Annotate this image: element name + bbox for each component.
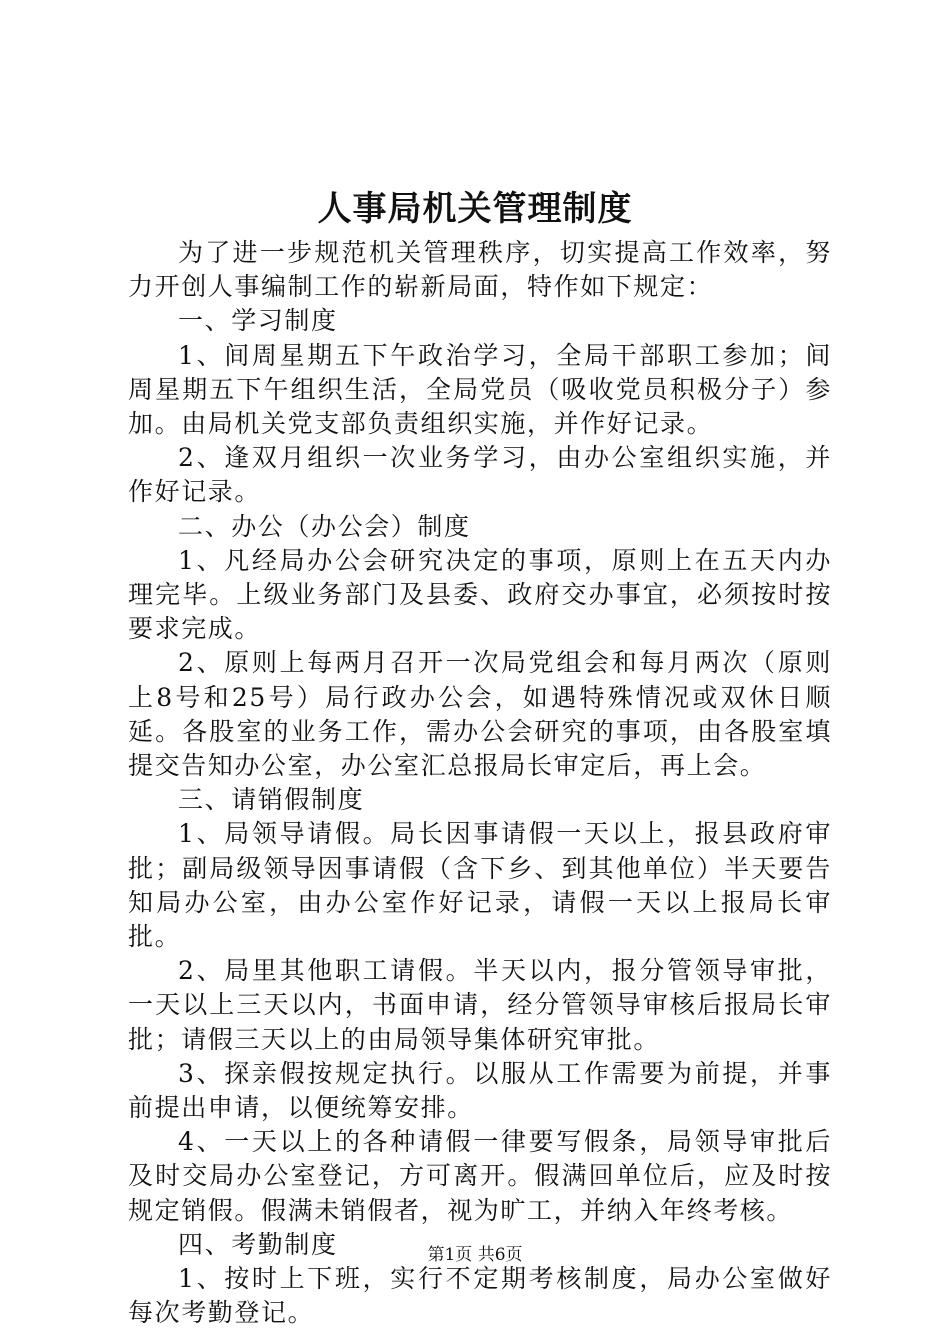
document-title: 人事局机关管理制度: [317, 189, 633, 229]
paragraph: 1、凡经局办公会研究决定的事项，原则上在五天内办理完毕。上级业务部门及县委、政府交办事宜，必须按时按要求完成。: [128, 545, 832, 644]
paragraph: 2、局里其他职工请假。半天以内，报分管领导审批，一天以上三天以内，书面申请，经分管领导审核后报局长审批；请假三天以上的由局领导集体研究审批。: [128, 956, 832, 1054]
section-heading-attendance: 四、考勤制度: [178, 1229, 338, 1259]
paragraph: 2、原则上每两月召开一次局党组会和每月两次（原则上8号和25号）局行政办公会，如遇特殊情况或双休日顺延。各股室的业务工作，需办公会研究的事项，由各股室填提交告知办公室，办公室汇总报局长审定后，再上会。: [128, 648, 832, 781]
paragraph: 1、间周星期五下午政治学习，全局干部职工参加；间周星期五下午组织生活，全局党员（吸收党员积极分子）参加。由局机关党支部负责组织实施，并作好记录。: [128, 340, 832, 439]
document-body: [128, 236, 832, 1331]
paragraph: 4、一天以上的各种请假一律要写假条，局领导审批后及时交局办公室登记，方可离开。假满回单位后，应及时按规定销假。假满未销假者，视为旷工，并纳入年终考核。: [128, 1127, 832, 1225]
paragraph: 1、按时上下班，实行不定期考核制度，局办公室做好每次考勤登记。: [128, 1264, 832, 1328]
page-footer: 第1页 共6页: [427, 1245, 523, 1265]
section-heading-study: 一、学习制度: [178, 306, 338, 336]
paragraph: 2、逢双月组织一次业务学习，由办公室组织实施，并作好记录。: [128, 443, 832, 507]
intro-paragraph: 为了进一步规范机关管理秩序，切实提高工作效率，努力开创人事编制工作的崭新局面，特作如下规定：: [128, 238, 832, 302]
paragraph: 3、探亲假按规定执行。以服从工作需要为前提，并事前提出申请，以便统筹安排。: [128, 1058, 832, 1123]
section-heading-office: 二、办公（办公会）制度: [178, 511, 471, 541]
section-heading-leave: 三、请销假制度: [178, 785, 365, 815]
paragraph: 1、局领导请假。局长因事请假一天以上，报县政府审批；副局级领导因事请假（含下乡、到其他单位）半天要告知局办公室，由办公室作好记录，请假一天以上报局长审批。: [128, 819, 832, 952]
